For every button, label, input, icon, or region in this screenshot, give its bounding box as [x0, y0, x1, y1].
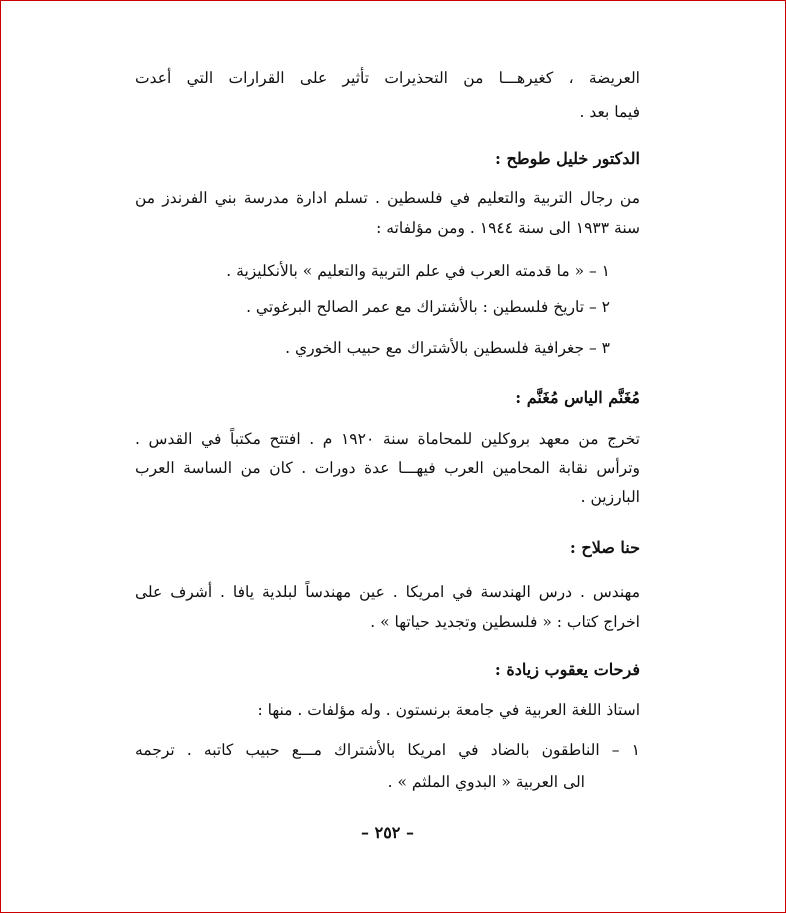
- entry-heading-salah: حنا صلاح :: [569, 538, 640, 557]
- salah-line-2: اخراج كتاب : « فلسطين وتجديد حياتها » .: [370, 613, 640, 631]
- toutah-line-2: سنة ١٩٣٣ الى سنة ١٩٤٤ . ومن مؤلفاته :: [376, 219, 640, 237]
- ziadeh-item-1: ١ – الناطقون بالضاد في امريكا بالأشتراك مـــع حبيب كاتبه . ترجمه: [135, 741, 640, 759]
- ziadeh-item-1-cont: الى العربية « البدوي الملثم » .: [387, 773, 585, 791]
- mughannam-line-3: البارزين .: [580, 488, 640, 506]
- page-number: – ٢٥٢ –: [361, 823, 414, 842]
- ziadeh-line-1: استاذ اللغة العربية في جامعة برنستون . وله مؤلفات . منها :: [257, 701, 640, 719]
- toutah-item-1: ١ – « ما قدمته العرب في علم التربية والتعليم » بالأنكليزية .: [226, 262, 610, 280]
- entry-heading-toutah: الدكتور خليل طوطح :: [495, 149, 640, 168]
- intro-line-2: فيما بعد .: [579, 103, 640, 121]
- toutah-item-2: ٢ – تاريخ فلسطين : بالأشتراك مع عمر الصالح البرغوتي .: [246, 298, 610, 316]
- salah-line-1: مهندس . درس الهندسة في امريكا . عين مهندساً لبلدية يافا . أشرف على: [135, 583, 640, 601]
- entry-heading-mughannam: مُغَنَّم الياس مُغَنَّم :: [515, 388, 640, 407]
- toutah-item-3: ٣ – جغرافية فلسطين بالأشتراك مع حبيب الخوري .: [285, 339, 610, 357]
- intro-line-1: العريضة ، كغيرهـــا من التحذيرات تأثير على القرارات التي أعدت: [135, 69, 640, 87]
- toutah-line-1: من رجال التربية والتعليم في فلسطين . تسلم ادارة مدرسة بني الفرندز من: [135, 189, 640, 207]
- mughannam-line-2: وترأس نقابة المحامين العرب فيهـــا عدة دورات . كان من الساسة العرب: [135, 459, 640, 477]
- mughannam-line-1: تخرج من معهد بروكلين للمحاماة سنة ١٩٢٠ م . افتتح مكتباً في القدس .: [135, 430, 640, 448]
- entry-heading-ziadeh: فرحات يعقوب زيادة :: [494, 660, 640, 679]
